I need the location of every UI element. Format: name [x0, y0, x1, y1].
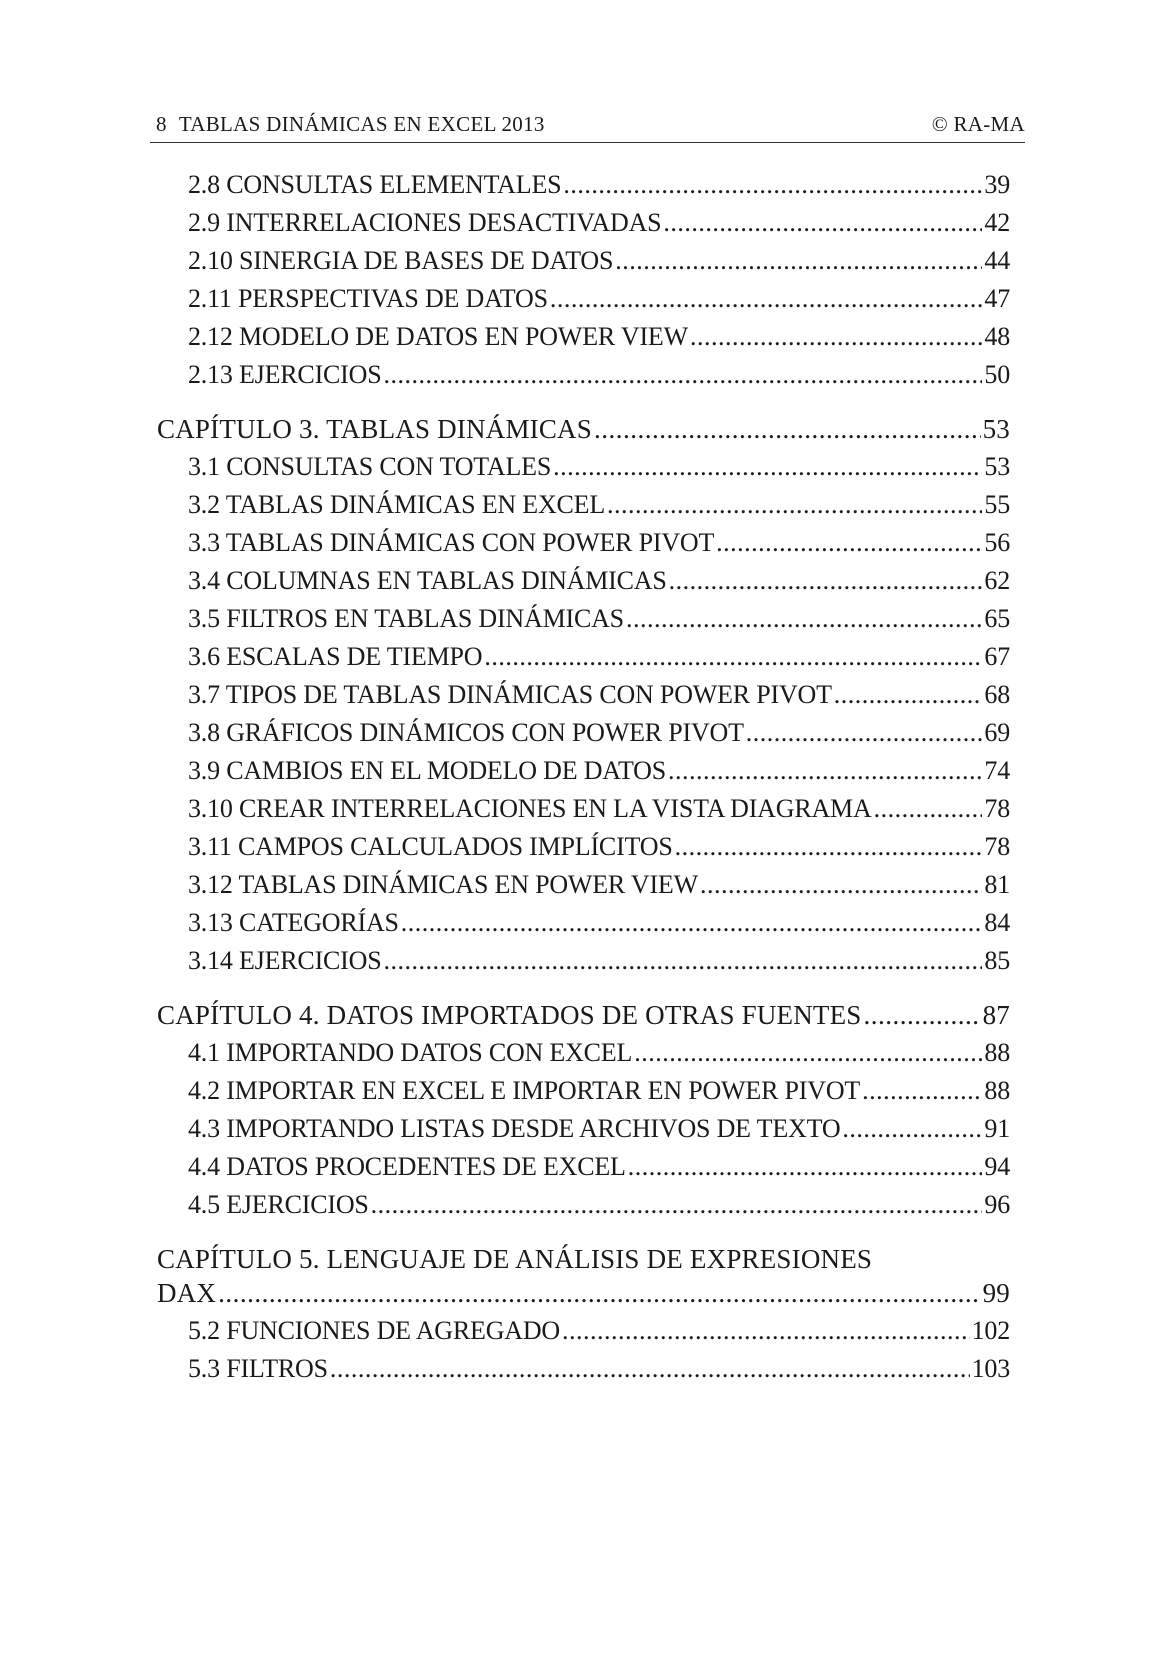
- toc-entry-title: 2.12 MODELO DE DATOS EN POWER VIEW: [188, 322, 688, 351]
- toc-entry-page: 56: [984, 528, 1010, 557]
- toc-entry: [188, 1038, 1010, 1078]
- dot-leader: [218, 1278, 980, 1309]
- toc-entry-page: 88: [984, 1038, 1010, 1067]
- toc-entry-page: 102: [971, 1316, 1010, 1345]
- toc-entry-title: 2.13 EJERCICIOS: [188, 360, 382, 389]
- dot-leader: [628, 1152, 983, 1182]
- toc-entry-page: 67: [984, 642, 1010, 671]
- dot-leader: [330, 1354, 970, 1384]
- toc-entry: [188, 170, 1010, 210]
- toc-entry: [188, 490, 1010, 530]
- toc-entry-page: 53: [982, 414, 1010, 444]
- toc-entry: [188, 1316, 1010, 1356]
- toc-entry-page: 84: [984, 908, 1010, 937]
- dot-leader: [663, 208, 982, 238]
- toc-entry-title: 2.11 PERSPECTIVAS DE DATOS: [188, 284, 548, 313]
- toc-entry-page: 48: [984, 322, 1010, 351]
- toc-entry: [188, 208, 1010, 248]
- toc-entry-page: 44: [984, 246, 1010, 275]
- page-header: [150, 112, 1025, 143]
- toc-entry-title: 4.1 IMPORTANDO DATOS CON EXCEL: [188, 1038, 633, 1067]
- dot-leader: [700, 870, 982, 900]
- toc-entry-title: CAPÍTULO 4. DATOS IMPORTADOS DE OTRAS FUENTES: [157, 1000, 862, 1030]
- dot-leader: [668, 756, 982, 786]
- toc-entry-page: 42: [984, 208, 1010, 237]
- toc-entry-title: 3.13 CATEGORÍAS: [188, 908, 399, 937]
- toc-entry-page: 78: [984, 794, 1010, 823]
- toc-entry-page: 74: [984, 756, 1010, 785]
- toc-entry-title: 3.1 CONSULTAS CON TOTALES: [188, 452, 552, 481]
- toc-entry: [188, 1152, 1010, 1192]
- dot-leader: [594, 414, 981, 445]
- toc-entry-title: 4.5 EJERCICIOS: [188, 1190, 369, 1219]
- dot-leader: [484, 642, 982, 672]
- toc-entry: [188, 908, 1010, 948]
- toc-entry-title: 3.9 CAMBIOS EN EL MODELO DE DATOS: [188, 756, 667, 785]
- toc-entry-title: 2.8 CONSULTAS ELEMENTALES: [188, 170, 562, 199]
- toc-entry-page: 81: [984, 870, 1010, 899]
- toc-entry-page: 85: [984, 946, 1010, 975]
- book-title: TABLAS DINÁMICAS EN EXCEL 2013: [178, 112, 545, 136]
- toc-entry-title: 3.8 GRÁFICOS DINÁMICOS CON POWER PIVOT: [188, 718, 744, 747]
- toc-entry-title: 3.7 TIPOS DE TABLAS DINÁMICAS CON POWER PIVOT: [188, 680, 832, 709]
- toc-entry-title: 5.2 FUNCIONES DE AGREGADO: [188, 1316, 561, 1345]
- toc-entry-page: 88: [984, 1076, 1010, 1105]
- toc-entry-title: 3.14 EJERCICIOS: [188, 946, 382, 975]
- toc-entry-title: 3.3 TABLAS DINÁMICAS CON POWER PIVOT: [188, 528, 715, 557]
- toc-entry: [188, 360, 1010, 400]
- toc-entry-page: 47: [984, 284, 1010, 313]
- toc-entry-title: DAX: [157, 1278, 217, 1308]
- publisher-mark: © RA-MA: [931, 112, 1025, 136]
- toc-entry: [188, 284, 1010, 324]
- dot-leader: [690, 322, 982, 352]
- dot-leader: [550, 284, 983, 314]
- toc-entry-page: 39: [984, 170, 1010, 199]
- toc-chapter-entry: [157, 414, 1010, 454]
- toc-entry-title: 3.6 ESCALAS DE TIEMPO: [188, 642, 483, 671]
- toc-entry-page: 78: [984, 832, 1010, 861]
- toc-entry-title: 2.9 INTERRELACIONES DESACTIVADAS: [188, 208, 662, 237]
- toc-entry: [188, 794, 1010, 834]
- dot-leader: [669, 566, 983, 596]
- toc-entry-title: 5.3 FILTROS: [188, 1354, 328, 1383]
- dot-leader: [864, 1000, 981, 1031]
- toc-entry: [188, 1114, 1010, 1154]
- toc-entry: [188, 680, 1010, 720]
- toc-entry: [188, 566, 1010, 606]
- toc-entry-page: 87: [982, 1000, 1010, 1030]
- dot-leader: [615, 246, 982, 276]
- toc-entry: [188, 1190, 1010, 1230]
- toc-chapter-entry: [157, 1000, 1010, 1040]
- toc-chapter-title: CAPÍTULO 5. LENGUAJE DE ANÁLISIS DE EXPRESIONES: [157, 1244, 873, 1274]
- toc-entry-page: 53: [984, 452, 1010, 481]
- toc-entry: [188, 718, 1010, 758]
- toc-entry: [188, 756, 1010, 796]
- dot-leader: [626, 604, 982, 634]
- toc-chapter-entry: [157, 1278, 1010, 1318]
- dot-leader: [607, 490, 982, 520]
- toc-entry-page: 91: [984, 1114, 1010, 1143]
- dot-leader: [401, 908, 983, 938]
- toc-entry-page: 94: [984, 1152, 1010, 1181]
- dot-leader: [553, 452, 982, 482]
- toc-entry-page: 69: [984, 718, 1010, 747]
- toc-entry-page: 55: [984, 490, 1010, 519]
- toc-entry-title: 3.4 COLUMNAS EN TABLAS DINÁMICAS: [188, 566, 667, 595]
- dot-leader: [834, 680, 983, 710]
- toc-entry: [188, 946, 1010, 986]
- toc-entry-page: 50: [984, 360, 1010, 389]
- dot-leader: [746, 718, 983, 748]
- toc-entry-page: 68: [984, 680, 1010, 709]
- dot-leader: [383, 360, 982, 390]
- page-number: 8: [156, 112, 167, 136]
- toc-entry-page: 62: [984, 566, 1010, 595]
- toc-entry: [188, 322, 1010, 362]
- toc-entry-title: CAPÍTULO 3. TABLAS DINÁMICAS: [157, 414, 592, 444]
- dot-leader: [862, 1076, 982, 1106]
- toc-entry-title: 4.2 IMPORTAR EN EXCEL E IMPORTAR EN POWER PIVOT: [188, 1076, 861, 1105]
- toc-entry-title: 4.3 IMPORTANDO LISTAS DESDE ARCHIVOS DE TEXTO: [188, 1114, 841, 1143]
- toc-entry: [188, 452, 1010, 492]
- dot-leader: [563, 170, 982, 200]
- dot-leader: [562, 1316, 970, 1346]
- toc-entry-page: 65: [984, 604, 1010, 633]
- toc-entry-title: 2.10 SINERGIA DE BASES DE DATOS: [188, 246, 614, 275]
- toc-entry: [188, 832, 1010, 872]
- toc-entry-title: 3.10 CREAR INTERRELACIONES EN LA VISTA DIAGRAMA: [188, 794, 872, 823]
- toc-entry: [188, 528, 1010, 568]
- toc-entry: [188, 604, 1010, 644]
- running-head: [156, 112, 545, 137]
- toc-entry-title: 3.2 TABLAS DINÁMICAS EN EXCEL: [188, 490, 606, 519]
- dot-leader: [716, 528, 982, 558]
- toc-entry-title: 3.11 CAMPOS CALCULADOS IMPLÍCITOS: [188, 832, 673, 861]
- dot-leader: [383, 946, 982, 976]
- toc-entry: [188, 642, 1010, 682]
- toc-entry: [188, 1354, 1010, 1394]
- toc-entry-title: 4.4 DATOS PROCEDENTES DE EXCEL: [188, 1152, 626, 1181]
- dot-leader: [842, 1114, 982, 1144]
- dot-leader: [675, 832, 983, 862]
- toc-entry-page: 96: [984, 1190, 1010, 1219]
- toc-entry-title: 3.5 FILTROS EN TABLAS DINÁMICAS: [188, 604, 624, 633]
- dot-leader: [874, 794, 983, 824]
- toc-entry-page: 99: [982, 1278, 1010, 1308]
- toc-entry: [188, 870, 1010, 910]
- toc-entry: [188, 246, 1010, 286]
- toc-entry: [188, 1076, 1010, 1116]
- dot-leader: [634, 1038, 982, 1068]
- toc-entry-title: 3.12 TABLAS DINÁMICAS EN POWER VIEW: [188, 870, 698, 899]
- toc-entry-page: 103: [971, 1354, 1010, 1383]
- dot-leader: [371, 1190, 983, 1220]
